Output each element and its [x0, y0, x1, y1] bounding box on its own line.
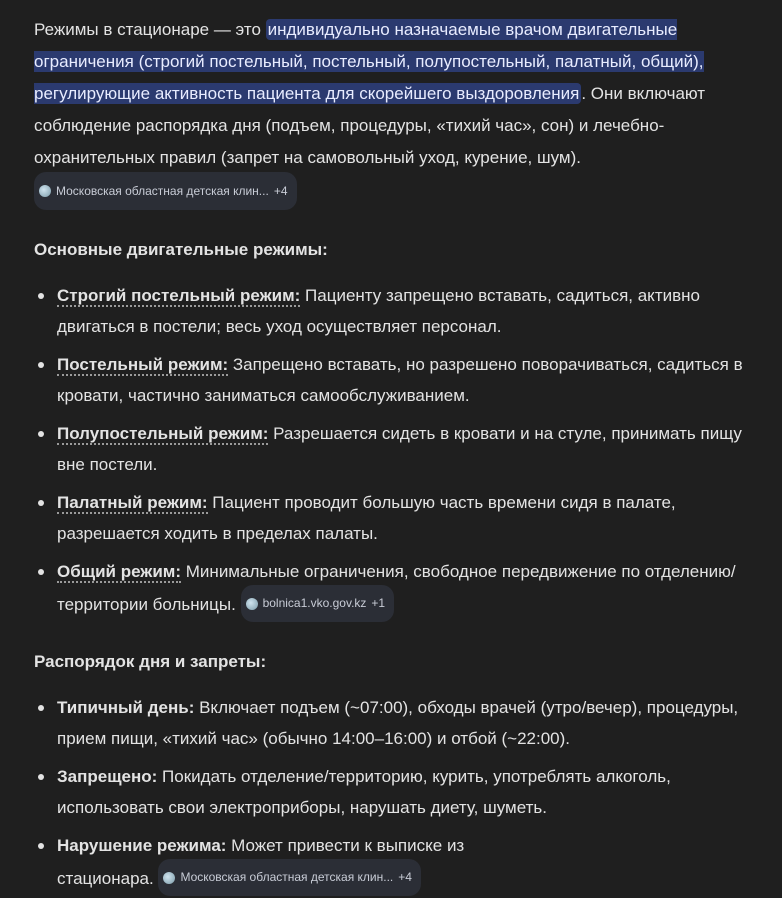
section-heading: Распорядок дня и запреты: [34, 652, 267, 671]
list-item: Строгий постельный режим: Пациенту запрещено вставать, садиться, активно двигаться в постели; весь уход осуществляет персонал. [34, 280, 752, 342]
list-item: Полупостельный режим: Разрешается сидеть в кровати и на стуле, принимать пищу вне постели. [34, 418, 752, 480]
globe-icon [246, 598, 258, 610]
section-heading: Основные двигательные режимы: [34, 240, 328, 259]
list-item: Палатный режим: Пациент проводит большую часть времени сидя в палате, разрешается ходить в пределах палаты. [34, 487, 752, 549]
list-item: Нарушение режима: Может привести к выписке из стационара. Московская областная детская клин... +4 [34, 830, 517, 898]
term-link[interactable]: Общий режим: [57, 562, 182, 581]
list-item: Постельный режим: Запрещено вставать, но разрешено поворачиваться, садиться в кровати, частично заниматься самообслуживанием. [34, 349, 752, 411]
highlighted-text: индивидуально назначаемые врачом двигательные ограничения (строгий постельный, постельный, полупостельный, палатный, общий), регулирующие активность пациента для скорейшего выздоровления [34, 20, 704, 103]
intro-paragraph: Режимы в стационаре — это индивидуально назначаемые врачом двигательные ограничения (строгий постельный, постельный, полупостельный, палатный, общий), регулирующие активность пациента для скорейшего выздоровления . Они включают соблюдение распорядка дня (подъем, процедуры, «тихий час», сон) и лечебно-охранительных правил (запрет на самовольный уход, курение, шум). Московская областная детская клин... +4 [34, 14, 752, 212]
term-link[interactable]: Полупостельный режим: [57, 424, 269, 443]
term-link[interactable]: Постельный режим: [57, 355, 229, 374]
list-item: Запрещено: Покидать отделение/территорию, курить, употреблять алкоголь, использовать свои электроприборы, нарушать диету, шуметь. [34, 761, 752, 823]
term-link[interactable]: Палатный режим: [57, 493, 208, 512]
mode-list [34, 280, 752, 624]
term-link[interactable]: Строгий постельный режим: [57, 286, 301, 305]
list-item: Общий режим: Минимальные ограничения, свободное передвижение по отделению/территории больницы. bolnica1.vko.gov.kz +1 [34, 556, 752, 624]
list-item: Типичный день: Включает подъем (~07:00), обходы врачей (утро/вечер), процедуры, прием пищи, «тихий час» (обычно 14:00–16:00) и отбой (~22:00). [34, 692, 752, 754]
source-chip[interactable]: Московская областная детская клин... +4 [34, 172, 297, 210]
globe-icon [163, 872, 175, 884]
globe-icon [39, 185, 51, 197]
source-chip[interactable]: Московская областная детская клин... +4 [158, 859, 421, 896]
schedule-list [34, 692, 752, 898]
source-chip[interactable]: bolnica1.vko.gov.kz +1 [241, 585, 395, 622]
